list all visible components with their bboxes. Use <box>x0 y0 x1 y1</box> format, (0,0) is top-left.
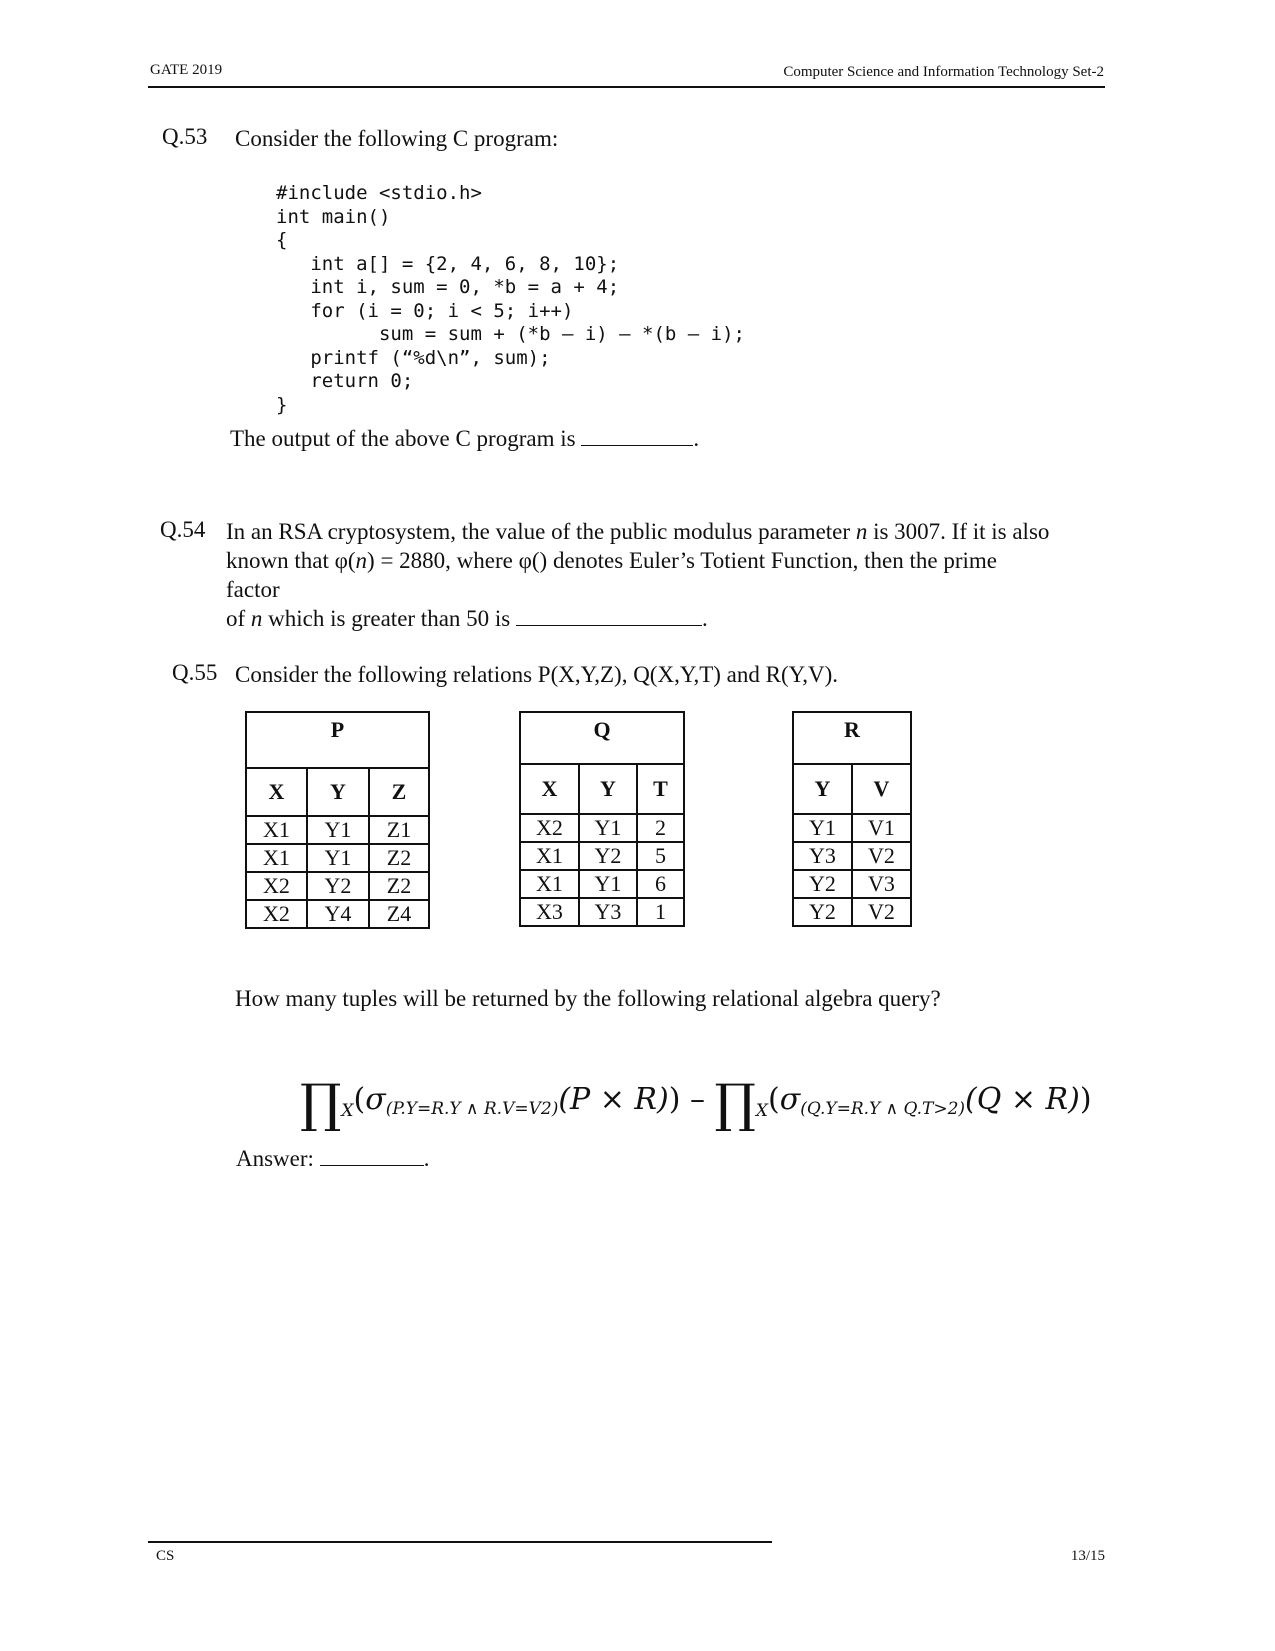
q54-line-1: In an RSA cryptosystem, the value of the public modulus parameter n is 3007. If it is also <box>226 519 1050 544</box>
table-q-col: Y <box>579 764 637 814</box>
footer-rule <box>148 1541 772 1543</box>
q54-text <box>226 517 1056 633</box>
table-q-col: T <box>637 764 684 814</box>
table-row: Y2 V3 <box>793 870 911 898</box>
q54-line-3: of n which is greater than 50 is . <box>226 606 708 631</box>
header-exam-title: GATE 2019 <box>150 62 223 78</box>
table-row: X1 Y2 5 <box>520 842 684 870</box>
footer-subject-code: CS <box>156 1548 175 1564</box>
table-row: X1 Y1 Z1 <box>246 816 429 844</box>
header-rule <box>148 86 1105 88</box>
q54-answer-blank <box>516 605 702 626</box>
q55-question: How many tuples will be returned by the following relational algebra query? <box>235 986 941 1011</box>
relational-algebra-query: $\prod_X(\sigma(P.Y=R.Y$ ∧ $R.V=V2)(P \times R)) - \prod_X(\sigma(Q.Y=R.Y$ ∧ Q.T>2)(Q × R)) <box>300 1074 1092 1134</box>
table-r-col: Y <box>793 764 852 814</box>
table-row: X1 Y1 Z2 <box>246 844 429 872</box>
q53-number: Q.53 <box>162 124 208 149</box>
table-row: X2 Y2 Z2 <box>246 872 429 900</box>
table-row: X1 Y1 6 <box>520 870 684 898</box>
table-p-name: P <box>246 712 429 768</box>
q55-answer-blank <box>320 1145 424 1166</box>
q54-line-2: known that φ(n) = 2880, where φ() denotes Euler’s Totient Function, then the prime factor <box>226 548 997 602</box>
q53-question-text: The output of the above C program is <box>230 426 576 451</box>
table-p-col: Y <box>307 768 369 816</box>
q54-number: Q.54 <box>160 517 206 542</box>
table-r-col: V <box>852 764 911 814</box>
table-p-col: X <box>246 768 307 816</box>
table-q-col: X <box>520 764 579 814</box>
relation-table-p <box>245 711 430 929</box>
table-row: Y3 V2 <box>793 842 911 870</box>
header-paper-name: Computer Science and Information Technology Set-2 <box>783 64 1104 80</box>
projection-symbol: ∏ <box>300 1074 342 1134</box>
relation-table-r <box>792 711 912 927</box>
q53-prompt: Consider the following C program: <box>235 126 559 151</box>
table-row: Y2 V2 <box>793 898 911 926</box>
q55-answer: Answer: . <box>236 1146 430 1171</box>
table-row: Y1 V1 <box>793 814 911 842</box>
table-row: X3 Y3 1 <box>520 898 684 926</box>
q53-answer-blank <box>581 425 693 446</box>
q55-number: Q.55 <box>172 660 218 685</box>
table-q-name: Q <box>520 712 684 764</box>
q55-prompt: Consider the following relations P(X,Y,Z), Q(X,Y,T) and R(Y,V). <box>235 662 839 687</box>
q53-question: The output of the above C program is . <box>230 426 700 451</box>
table-r-name: R <box>793 712 911 764</box>
answer-label: Answer: <box>236 1146 314 1171</box>
table-row: X2 Y4 Z4 <box>246 900 429 928</box>
table-row: X2 Y1 2 <box>520 814 684 842</box>
relation-table-q <box>519 711 685 927</box>
q53-code-block: #include <stdio.h> int main() { int a[] = {2, 4, 6, 8, 10}; int i, sum = 0, *b = a + 4; for (i = 0; i < 5; i++) sum = sum + (*b – i) – *(b – i); printf (“%d\n”, sum); return 0; } <box>276 182 745 416</box>
table-p-col: Z <box>369 768 429 816</box>
projection-symbol: ∏ <box>714 1074 756 1134</box>
footer-page-number: 13/15 <box>1070 1548 1105 1564</box>
